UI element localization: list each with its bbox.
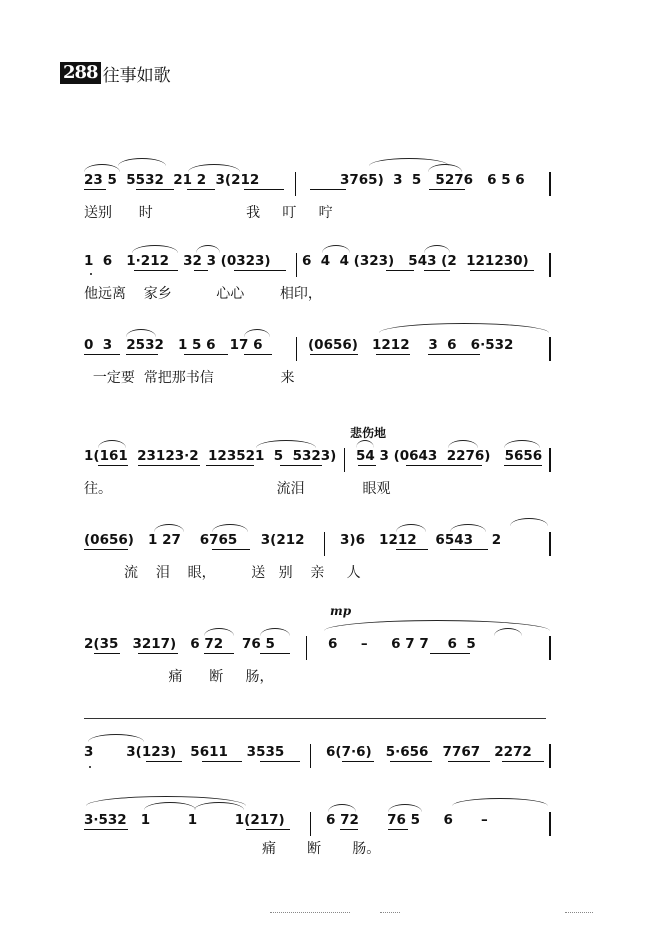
underline xyxy=(187,189,215,190)
lyrics-line-1: 送别 时 我 叮 咛 xyxy=(84,205,333,221)
lyrics-line-3: 一定要 常把那书信 来 xyxy=(84,370,295,386)
notes-measure-2a: 1 6 1·212 32 3 (0323) xyxy=(84,253,271,269)
slur xyxy=(118,158,166,166)
slur xyxy=(98,440,126,448)
page-number: 288 xyxy=(60,62,101,84)
bar-line xyxy=(310,812,311,836)
bar-line xyxy=(310,744,311,768)
underline xyxy=(424,270,450,271)
slur xyxy=(428,164,462,172)
bar-line xyxy=(324,532,325,556)
underline xyxy=(406,465,482,466)
underline xyxy=(260,761,300,762)
bar-line xyxy=(344,448,345,472)
slur xyxy=(256,440,316,448)
slur xyxy=(188,164,240,172)
slur xyxy=(260,628,290,636)
underline xyxy=(134,270,178,271)
slur xyxy=(448,440,478,448)
slur xyxy=(88,734,144,742)
underline xyxy=(126,354,158,355)
underline xyxy=(388,829,408,830)
slur xyxy=(388,804,422,812)
underline xyxy=(428,354,480,355)
slur xyxy=(212,524,248,532)
slur xyxy=(356,440,374,448)
underline xyxy=(244,354,272,355)
underline xyxy=(470,270,534,271)
underline xyxy=(206,465,254,466)
slur xyxy=(196,245,220,253)
section-divider xyxy=(84,718,546,719)
bar-line xyxy=(549,532,551,556)
underline xyxy=(136,189,174,190)
scan-artifact xyxy=(380,912,400,915)
underline xyxy=(234,270,286,271)
underline xyxy=(502,761,544,762)
underline xyxy=(146,761,182,762)
underline xyxy=(84,549,128,550)
slur xyxy=(424,245,450,253)
slur xyxy=(132,245,178,253)
bar-line xyxy=(296,337,297,361)
underline xyxy=(430,653,470,654)
octave-dot xyxy=(90,273,92,275)
slur xyxy=(450,524,486,532)
lyrics-line-4: 往。 流泪 眼观 xyxy=(84,481,391,497)
underline xyxy=(212,549,250,550)
underline xyxy=(504,465,542,466)
bar-line xyxy=(549,172,551,196)
notes-measure-6b: 6 – 6 7 7 6 5 xyxy=(328,636,476,652)
notes-measure-2b: 6 4 4 (323) 543 (2 121230) xyxy=(302,253,529,269)
lyrics-line-8: 痛 断 肠。 xyxy=(84,841,381,857)
octave-dot xyxy=(89,766,91,768)
slur xyxy=(86,796,246,806)
notes-measure-4a: 1(161 23123·2 123521 5 5323) xyxy=(84,448,337,464)
underline xyxy=(202,761,242,762)
slur xyxy=(396,524,426,532)
underline xyxy=(376,354,410,355)
dynamic-marking: mp xyxy=(330,604,352,618)
bar-line xyxy=(549,636,551,660)
underline xyxy=(194,270,208,271)
notes-measure-6a: 2(35 3217) 6 72 76 5 xyxy=(84,636,275,652)
underline xyxy=(358,465,376,466)
expression-marking: 悲伤地 xyxy=(350,426,387,440)
notes-measure-1a: 23 5 5532 21 2 3(212 xyxy=(84,172,260,188)
bar-line xyxy=(549,744,551,768)
lyrics-line-5: 流 泪 眼， 送 别 亲 人 xyxy=(84,565,361,581)
slur xyxy=(84,164,120,172)
bar-line xyxy=(295,172,296,196)
slur xyxy=(510,518,548,526)
underline xyxy=(310,354,358,355)
notes-measure-7a: 3 3(123) 5611 3535 xyxy=(84,744,285,760)
underline xyxy=(84,189,106,190)
underline xyxy=(84,829,128,830)
underline xyxy=(386,270,414,271)
underline xyxy=(84,354,120,355)
underline xyxy=(138,653,178,654)
underline xyxy=(310,189,346,190)
scan-artifact xyxy=(565,912,593,915)
underline xyxy=(342,761,374,762)
bar-line xyxy=(306,636,307,660)
lyrics-line-6: 痛 断 肠， xyxy=(84,669,274,685)
slur xyxy=(452,798,548,806)
slur xyxy=(328,804,356,812)
underline xyxy=(429,189,465,190)
book-title: 往事如歌 xyxy=(102,65,171,86)
bar-line xyxy=(549,812,551,836)
notes-measure-5a: (0656) 1 27 6765 3(212 xyxy=(84,532,305,548)
underline xyxy=(340,829,358,830)
notes-measure-3a: 0 3 2532 1 5 6 17 6 xyxy=(84,337,263,353)
underline xyxy=(450,549,488,550)
notes-measure-4b: 54 3 (0643 2276) 5656 xyxy=(356,448,543,464)
slur xyxy=(322,245,350,253)
bar-line xyxy=(549,253,551,277)
notes-measure-8b: 6 72 76 5 6 – xyxy=(326,812,488,828)
lyrics-line-2: 他远离 家乡 心心 相印， xyxy=(84,286,322,302)
underline xyxy=(244,189,284,190)
bar-line xyxy=(296,253,297,277)
underline xyxy=(390,761,432,762)
underline xyxy=(280,465,322,466)
slur xyxy=(204,628,234,636)
underline xyxy=(246,829,290,830)
underline xyxy=(204,653,234,654)
notes-measure-8a: 3·532 1 1 1(217) xyxy=(84,812,285,828)
scan-artifact xyxy=(270,912,350,915)
underline xyxy=(448,761,490,762)
notes-measure-5b: 3)6 1212 6543 2 xyxy=(340,532,502,548)
notes-measure-1b: 3765) 3 5 5276 6 5 6 xyxy=(340,172,525,188)
slur xyxy=(126,329,156,337)
bar-line xyxy=(549,448,551,472)
slur xyxy=(154,524,184,532)
bar-line xyxy=(549,337,551,361)
slur xyxy=(504,440,540,448)
underline xyxy=(260,653,290,654)
page-header xyxy=(60,62,171,84)
slur xyxy=(244,329,270,337)
underline xyxy=(94,653,120,654)
notes-measure-3b: (0656) 1212 3 6 6·532 xyxy=(308,337,514,353)
underline xyxy=(184,354,228,355)
underline xyxy=(98,465,128,466)
slur xyxy=(379,323,549,333)
underline xyxy=(138,465,200,466)
underline xyxy=(396,549,428,550)
notes-measure-7b: 6(7·6) 5·656 7767 2272 xyxy=(326,744,532,760)
